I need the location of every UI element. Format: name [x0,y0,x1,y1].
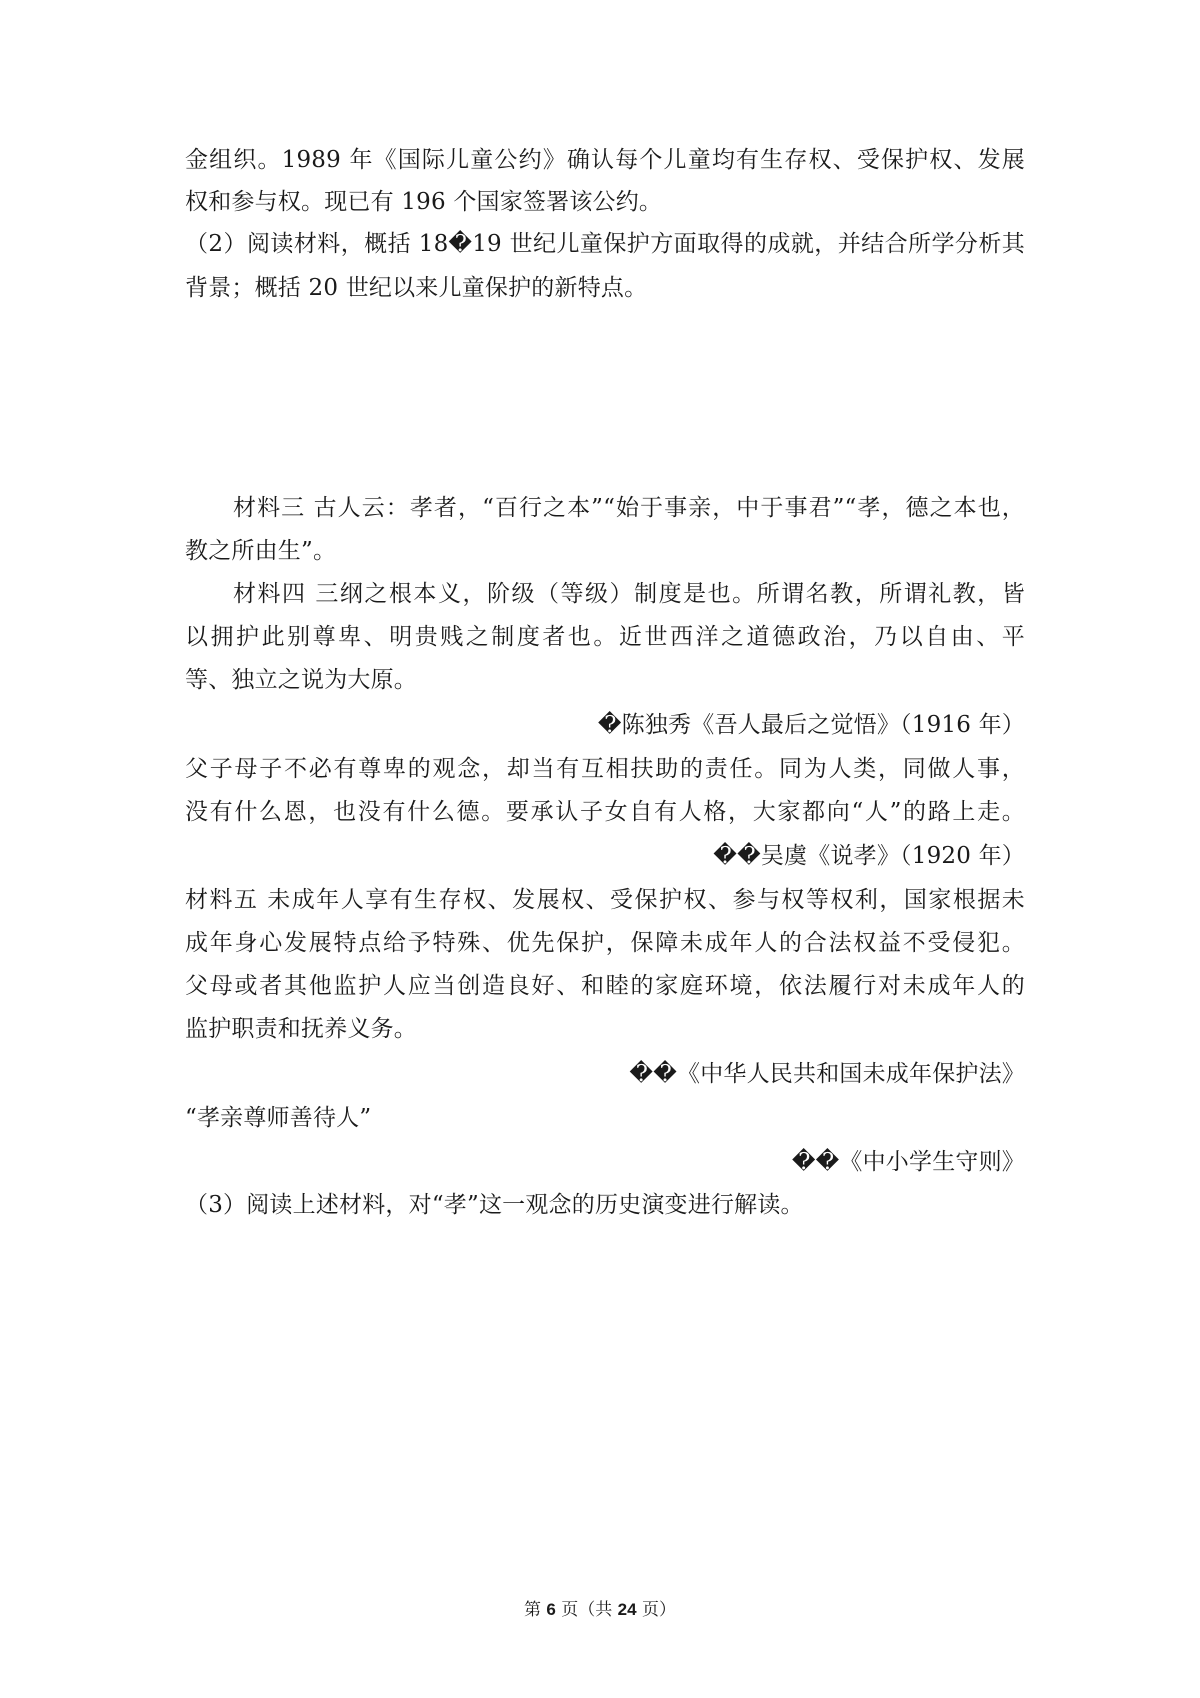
citation-wu-yu: ��吴虞《说孝》（1920 年） [713,843,1025,869]
citation-student-code: ��《中小学生守则》 [791,1149,1025,1175]
footer-current-page: 6 [546,1600,556,1619]
paragraph-line: 权和参与权。现已有 196 个国家签署该公约。 [185,189,663,215]
citation-chen-duxiu: �陈独秀《吾人最后之觉悟》（1916 年） [597,712,1025,738]
material-five-line: 成年身心发展特点给予特殊、优先保护，保障未成年人的合法权益不受侵犯。 [185,930,1025,956]
question-3-line: （3）阅读上述材料，对“孝”这一观念的历史演变进行解读。 [185,1192,804,1218]
material-three-line: 教之所由生”。 [185,538,337,564]
material-four-line: 没有什么恩，也没有什么德。要承认子女自有人格，大家都向“人”的路上走。 [185,799,1025,825]
footer-total-pages: 24 [617,1600,637,1619]
material-four-line: 以拥护此别尊卑、明贵贱之制度者也。近世西洋之道德政治，乃以自由、平 [185,624,1025,650]
citation-minor-protection-law: ��《中华人民共和国未成年保护法》 [629,1061,1025,1087]
page-footer [0,1598,1200,1622]
quote-line: “孝亲尊师善待人” [185,1105,372,1131]
material-four-line: 父子母子不必有尊卑的观念，却当有互相扶助的责任。同为人类，同做人事， [185,756,1025,782]
footer-prefix: 第 [523,1600,547,1620]
footer-suffix: 页） [636,1600,676,1620]
material-five-line: 父母或者其他监护人应当创造良好、和睦的家庭环境，依法履行对未成年人的 [185,973,1025,999]
material-four-line: 等、独立之说为大原。 [185,667,417,693]
paragraph-line: 金组织。1989 年《国际儿童公约》确认每个儿童均有生存权、受保护权、发展 [185,147,1025,173]
material-five-line: 材料五 未成年人享有生存权、发展权、受保护权、参与权等权利，国家根据未 [185,887,1025,913]
question-2-line: （2）阅读材料，概括 18�19 世纪儿童保护方面取得的成就，并结合所学分析其 [185,231,1025,257]
footer-middle: 页（共 [555,1600,618,1620]
question-2-line: 背景；概括 20 世纪以来儿童保护的新特点。 [185,275,648,301]
material-four-line: 材料四 三纲之根本义，阶级（等级）制度是也。所谓名教，所谓礼教，皆 [233,581,1025,607]
material-five-line: 监护职责和抚养义务。 [185,1016,417,1042]
material-three-line: 材料三 古人云：孝者，“百行之本”“始于事亲，中于事君”“孝，德之本也， [233,495,1025,521]
